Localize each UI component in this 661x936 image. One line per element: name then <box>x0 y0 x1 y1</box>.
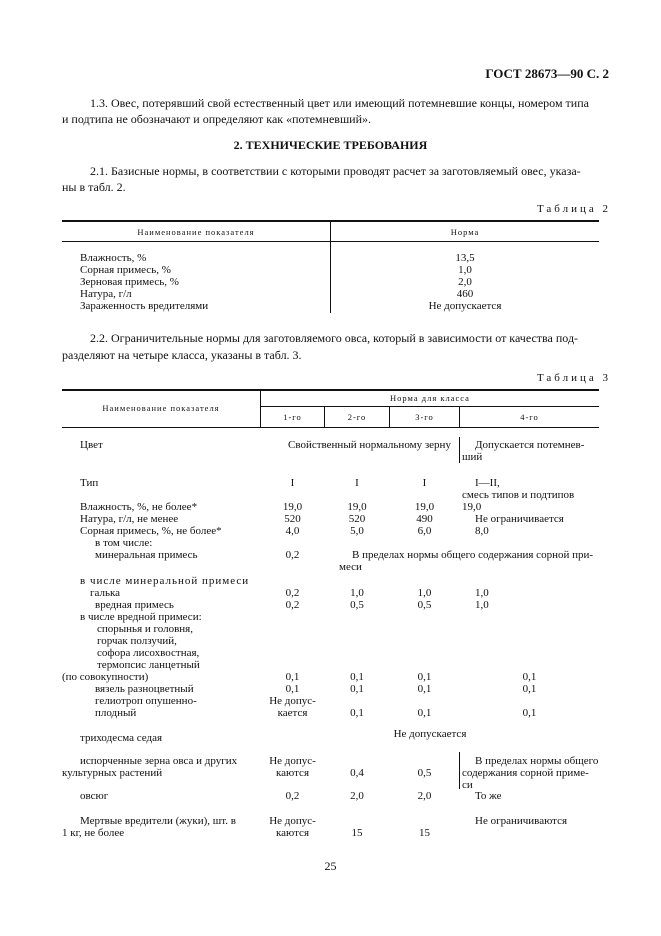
row-tip-c1: I <box>290 477 295 489</box>
page-number: 25 <box>324 859 337 873</box>
row-ovsyug-c4: То же <box>475 790 502 802</box>
row-vrednaya-c3: 0,5 <box>417 599 432 611</box>
row-sornaya-c2: 5,0 <box>350 525 364 537</box>
row-vyazel-c4: 0,1 <box>522 683 537 695</box>
row-sornaya-c4: 8,0 <box>475 525 489 537</box>
row-vlazh-c3: 19,0 <box>414 501 435 513</box>
row-isporchennye-name2: культурных растений <box>62 767 163 779</box>
row-vyazel-c2: 0,1 <box>350 683 364 695</box>
row-sornaya-c1: 4,0 <box>285 525 300 537</box>
table2-row-value: 2,0 <box>458 276 472 288</box>
para-1-3-line2: и подтипа не обозначают и определяют как «потемневший». <box>62 112 372 126</box>
row-isporchennye-c4a: В пределах нормы общего <box>475 755 599 767</box>
table3-header-class3: 3-го <box>415 412 434 422</box>
row-tip-c4a: I—II, <box>475 477 500 489</box>
row-isporchennye-c4c: си <box>462 779 473 791</box>
row-isporchennye-c1a: Не допус- <box>269 755 316 767</box>
table2-row-value: Не допускается <box>428 300 502 312</box>
row-cvet-c4a: Допускается потемнев- <box>475 439 585 451</box>
row-ovsyug-name: овсюг <box>80 790 109 802</box>
row-geliotrop-c1a: Не допус- <box>269 695 316 707</box>
table2-row-name: Сорная примесь, % <box>80 264 171 276</box>
row-geliotrop-c1b: кается <box>277 707 308 719</box>
row-mineral-c1: 0,2 <box>285 549 300 561</box>
row-vrednaya-c1: 0,2 <box>285 599 300 611</box>
row-tip-name: Тип <box>80 477 99 489</box>
row-sovokupnost-name: (по совокупности) <box>62 671 149 683</box>
row-v-tom-chisle: в том числе: <box>95 537 153 549</box>
row-mertvye-name1: Мертвые вредители (жуки), шт. в <box>80 815 236 827</box>
row-vyazel-c3: 0,1 <box>417 683 432 695</box>
running-header: ГОСТ 28673—90 С. 2 <box>485 66 609 81</box>
row-ovsyug-c2: 2,0 <box>350 790 364 802</box>
row-termopsis: термопсис ланцетный <box>97 659 200 671</box>
row-mineral-c234b: меси <box>339 561 362 573</box>
row-vyazel-c1: 0,1 <box>285 683 300 695</box>
row-galka-c3: 1,0 <box>417 587 432 599</box>
row-trihodesma-name: триходесма седая <box>80 732 163 744</box>
row-geliotrop-c4: 0,1 <box>522 707 537 719</box>
row-mertvye-c2: 15 <box>351 827 363 839</box>
row-isporchennye-c3: 0,5 <box>417 767 432 779</box>
row-vrednaya-c2: 0,5 <box>350 599 364 611</box>
row-cvet-c123: Свойственный нормальному зерну <box>288 439 451 451</box>
row-natura-c3: 490 <box>416 513 433 525</box>
table2-row-value: 13,5 <box>455 252 475 264</box>
table2-row-value: 460 <box>456 288 474 300</box>
row-isporchennye-c2: 0,4 <box>350 767 364 779</box>
row-tip-c3: I <box>422 477 427 489</box>
row-v-chisle-vrednoy: в числе вредной примеси: <box>80 611 202 623</box>
table3-caption: Таблица 3 <box>536 372 611 384</box>
row-natura-c1: 520 <box>284 513 301 525</box>
table3-header-group: Норма для класса <box>390 393 470 403</box>
row-tip-c4b: смесь типов и подтипов <box>462 489 575 501</box>
row-sovokupnost-c2: 0,1 <box>350 671 364 683</box>
row-gorchak: горчак ползучий, <box>97 635 177 647</box>
row-mertvye-c1b: каются <box>275 827 310 839</box>
para-2-1-line1: 2.1. Базисные нормы, в соответствии с которыми проводят расчет за заготовляемый овес, указа- <box>90 164 581 178</box>
table2-row-value: 1,0 <box>458 264 472 276</box>
row-vlazh-name: Влажность, %, не более* <box>80 501 198 513</box>
table2-row-name: Зараженность вредителями <box>80 300 209 312</box>
table2-row-name: Влажность, % <box>80 252 147 264</box>
row-natura-c4: Не ограничивается <box>475 513 564 525</box>
row-mertvye-name2: 1 кг, не более <box>62 827 125 839</box>
table2-caption: Таблица 2 <box>536 203 611 215</box>
row-sornaya-c3: 6,0 <box>417 525 432 537</box>
row-sovokupnost-c4: 0,1 <box>522 671 537 683</box>
row-isporchennye-c4b: содержания сорной приме- <box>462 767 589 779</box>
row-mineral-name: минеральная примесь <box>95 549 198 561</box>
row-v-chisle-mineral: в числе минеральной примеси <box>80 575 250 587</box>
row-sofora: софора лисохвостная, <box>97 647 200 659</box>
row-cvet-c4b: ший <box>462 451 483 463</box>
row-natura-c2: 520 <box>348 513 366 525</box>
row-sovokupnost-c3: 0,1 <box>417 671 432 683</box>
table3-header-class2: 2-го <box>347 412 367 422</box>
table2-header-name: Наименование показателя <box>137 227 255 237</box>
row-isporchennye-c1b: каются <box>275 767 310 779</box>
row-cvet-name: Цвет <box>80 439 103 451</box>
row-geliotrop-name2: плодный <box>95 707 137 719</box>
row-vyazel-name: вязель разноцветный <box>95 683 194 695</box>
row-mertvye-c3: 15 <box>419 827 430 839</box>
table2-row-name: Натура, г/л <box>80 288 132 300</box>
table2-header-norm: Норма <box>450 227 480 237</box>
row-tip-c2: I <box>355 477 359 489</box>
para-2-2-line1: 2.2. Ограничительные нормы для заготовляемого овса, который в зависимости от качества под- <box>90 331 579 345</box>
row-galka-c4: 1,0 <box>475 587 489 599</box>
table3-header-class1: 1-го <box>283 412 302 422</box>
row-natura-name: Натура, г/л, не менее <box>80 513 179 525</box>
row-mertvye-c1a: Не допус- <box>269 815 316 827</box>
table2-row-name: Зерновая примесь, % <box>80 276 179 288</box>
row-ovsyug-c1: 0,2 <box>285 790 300 802</box>
row-galka-c1: 0,2 <box>285 587 300 599</box>
table3-header-class4: 4-го <box>520 412 539 422</box>
row-vrednaya-c4: 1,0 <box>475 599 489 611</box>
row-geliotrop-name1: гелиотроп опушенно- <box>95 695 197 707</box>
row-vlazh-c4: 19,0 <box>462 501 482 513</box>
row-mineral-c234a: В пределах нормы общего содержания сорной при- <box>352 549 594 561</box>
row-sornaya-name: Сорная примесь, %, не более* <box>80 525 222 537</box>
row-trihodesma-c1234: Не допускается <box>393 728 467 740</box>
row-sporynya: спорынья и головня, <box>97 623 193 635</box>
section-title: 2. ТЕХНИЧЕСКИЕ ТРЕБОВАНИЯ <box>233 138 428 152</box>
para-1-3-line1: 1.3. Овес, потерявший свой естественный цвет или имеющий потемневшие концы, номером типа <box>90 96 589 110</box>
row-vlazh-c1: 19,0 <box>282 501 303 513</box>
row-mertvye-c4: Не ограничиваются <box>475 815 568 827</box>
row-galka-c2: 1,0 <box>350 587 364 599</box>
row-isporchennye-name1: испорченные зерна овса и других <box>80 755 238 767</box>
para-2-2-line2: разделяют на четыре класса, указаны в табл. 3. <box>62 348 302 362</box>
row-vrednaya-name: вредная примесь <box>95 599 174 611</box>
para-2-1-line2: ны в табл. 2. <box>62 180 126 194</box>
row-geliotrop-c2: 0,1 <box>350 707 364 719</box>
row-vlazh-c2: 19,0 <box>347 501 367 513</box>
row-ovsyug-c3: 2,0 <box>417 790 432 802</box>
row-geliotrop-c3: 0,1 <box>417 707 432 719</box>
row-galka-name: галька <box>90 587 121 599</box>
table3-header-name: Наименование показателя <box>102 403 220 413</box>
row-sovokupnost-c1: 0,1 <box>285 671 300 683</box>
